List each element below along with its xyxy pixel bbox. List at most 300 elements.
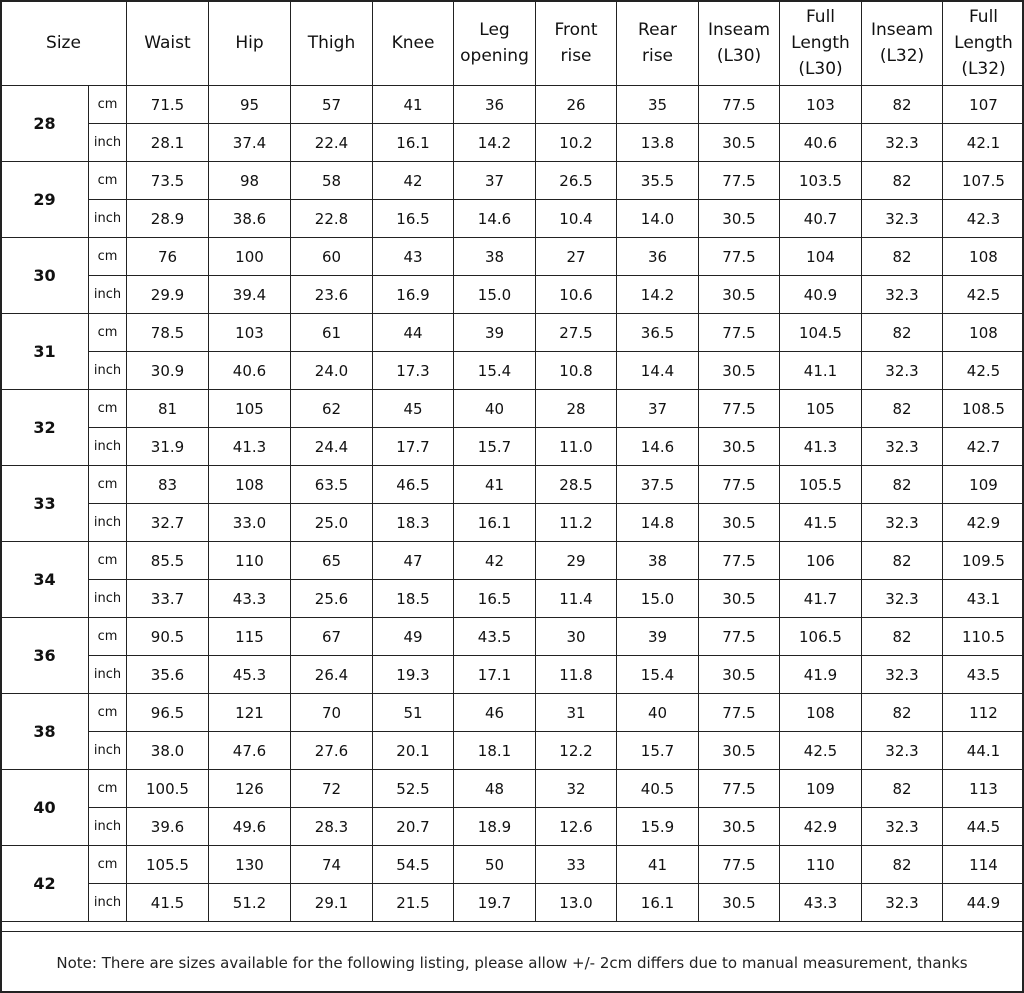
column-header-line: Full xyxy=(968,7,999,27)
measurement-cell: 32.7 xyxy=(127,504,209,542)
measurement-cell: 38.6 xyxy=(209,200,291,238)
unit-cell: inch xyxy=(89,732,127,770)
measurement-cell: 30.5 xyxy=(699,808,780,846)
measurement-cell: 70 xyxy=(291,694,373,732)
measurement-cell: 77.5 xyxy=(699,238,780,276)
unit-cell: cm xyxy=(89,846,127,884)
column-header-line: (L32) xyxy=(879,46,925,66)
measurement-cell: 41 xyxy=(373,86,454,124)
size-header-label: Size xyxy=(46,33,81,53)
measurement-cell: 42.3 xyxy=(943,200,1024,238)
measurement-cell: 12.2 xyxy=(536,732,617,770)
measurement-cell: 14.4 xyxy=(617,352,699,390)
size-cell: 36 xyxy=(1,618,89,694)
measurement-cell: 14.8 xyxy=(617,504,699,542)
measurement-cell: 54.5 xyxy=(373,846,454,884)
measurement-cell: 103 xyxy=(780,86,862,124)
column-header xyxy=(862,1,943,86)
measurement-cell: 32 xyxy=(536,770,617,808)
measurement-cell: 15.0 xyxy=(454,276,536,314)
measurement-cell: 82 xyxy=(862,86,943,124)
unit-cell: inch xyxy=(89,884,127,922)
measurement-cell: 77.5 xyxy=(699,86,780,124)
measurement-cell: 35.5 xyxy=(617,162,699,200)
measurement-cell: 74 xyxy=(291,846,373,884)
measurement-cell: 105 xyxy=(780,390,862,428)
measurement-cell: 24.0 xyxy=(291,352,373,390)
table-row xyxy=(1,124,1024,162)
measurement-cell: 67 xyxy=(291,618,373,656)
measurement-cell: 11.4 xyxy=(536,580,617,618)
measurement-cell: 39.4 xyxy=(209,276,291,314)
measurement-cell: 47.6 xyxy=(209,732,291,770)
measurement-cell: 49 xyxy=(373,618,454,656)
column-header-line: (L30) xyxy=(716,46,762,66)
unit-cell: cm xyxy=(89,466,127,504)
measurement-cell: 82 xyxy=(862,390,943,428)
measurement-cell: 24.4 xyxy=(291,428,373,466)
measurement-cell: 41 xyxy=(617,846,699,884)
measurement-cell: 77.5 xyxy=(699,314,780,352)
header-row xyxy=(1,1,1024,86)
column-header-line: (L30) xyxy=(798,59,843,79)
measurement-cell: 21.5 xyxy=(373,884,454,922)
measurement-cell: 77.5 xyxy=(699,846,780,884)
measurement-cell: 15.4 xyxy=(454,352,536,390)
measurement-cell: 19.7 xyxy=(454,884,536,922)
measurement-cell: 14.6 xyxy=(617,428,699,466)
measurement-cell: 40.7 xyxy=(780,200,862,238)
measurement-cell: 14.0 xyxy=(617,200,699,238)
measurement-cell: 41.3 xyxy=(780,428,862,466)
measurement-cell: 61 xyxy=(291,314,373,352)
measurement-cell: 30.5 xyxy=(699,124,780,162)
measurement-cell: 10.4 xyxy=(536,200,617,238)
unit-cell: inch xyxy=(89,276,127,314)
table-row xyxy=(1,770,1024,808)
unit-cell: cm xyxy=(89,694,127,732)
measurement-cell: 48 xyxy=(454,770,536,808)
column-header-line: Length xyxy=(791,33,850,53)
measurement-cell: 51.2 xyxy=(209,884,291,922)
measurement-cell: 17.1 xyxy=(454,656,536,694)
size-cell: 29 xyxy=(1,162,89,238)
measurement-cell: 37.4 xyxy=(209,124,291,162)
measurement-cell: 23.6 xyxy=(291,276,373,314)
measurement-cell: 31 xyxy=(536,694,617,732)
measurement-cell: 51 xyxy=(373,694,454,732)
column-header-line: (L32) xyxy=(961,59,1006,79)
measurement-cell: 82 xyxy=(862,238,943,276)
measurement-cell: 40.6 xyxy=(209,352,291,390)
measurement-cell: 39.6 xyxy=(127,808,209,846)
measurement-cell: 41.1 xyxy=(780,352,862,390)
column-header xyxy=(127,1,209,86)
measurement-cell: 77.5 xyxy=(699,770,780,808)
measurement-cell: 30.5 xyxy=(699,580,780,618)
measurement-cell: 14.6 xyxy=(454,200,536,238)
column-header-line: Inseam xyxy=(707,20,771,40)
measurement-cell: 112 xyxy=(943,694,1024,732)
column-header-line: Length xyxy=(954,33,1013,53)
measurement-cell: 42.9 xyxy=(943,504,1024,542)
measurement-cell: 49.6 xyxy=(209,808,291,846)
measurement-cell: 85.5 xyxy=(127,542,209,580)
measurement-cell: 36 xyxy=(617,238,699,276)
measurement-cell: 42.5 xyxy=(943,276,1024,314)
measurement-cell: 41.9 xyxy=(780,656,862,694)
table-row xyxy=(1,656,1024,694)
table-row xyxy=(1,504,1024,542)
measurement-cell: 46.5 xyxy=(373,466,454,504)
measurement-cell: 28.5 xyxy=(536,466,617,504)
table-row xyxy=(1,732,1024,770)
measurement-cell: 16.9 xyxy=(373,276,454,314)
measurement-cell: 62 xyxy=(291,390,373,428)
measurement-cell: 10.6 xyxy=(536,276,617,314)
measurement-cell: 46 xyxy=(454,694,536,732)
size-cell: 34 xyxy=(1,542,89,618)
unit-cell: cm xyxy=(89,390,127,428)
measurement-cell: 43.5 xyxy=(454,618,536,656)
measurement-cell: 78.5 xyxy=(127,314,209,352)
measurement-cell: 32.3 xyxy=(862,124,943,162)
table-row xyxy=(1,276,1024,314)
measurement-cell: 110 xyxy=(780,846,862,884)
measurement-cell: 39 xyxy=(454,314,536,352)
measurement-cell: 81 xyxy=(127,390,209,428)
measurement-cell: 40 xyxy=(617,694,699,732)
measurement-cell: 52.5 xyxy=(373,770,454,808)
measurement-cell: 72 xyxy=(291,770,373,808)
measurement-cell: 83 xyxy=(127,466,209,504)
measurement-cell: 16.5 xyxy=(373,200,454,238)
measurement-cell: 29.1 xyxy=(291,884,373,922)
table-row xyxy=(1,238,1024,276)
measurement-cell: 103.5 xyxy=(780,162,862,200)
measurement-cell: 42.9 xyxy=(780,808,862,846)
unit-cell: cm xyxy=(89,86,127,124)
column-header xyxy=(536,1,617,86)
measurement-cell: 41 xyxy=(454,466,536,504)
unit-cell: inch xyxy=(89,428,127,466)
measurement-cell: 114 xyxy=(943,846,1024,884)
table-row xyxy=(1,390,1024,428)
measurement-cell: 108 xyxy=(780,694,862,732)
measurement-cell: 14.2 xyxy=(617,276,699,314)
measurement-cell: 40.6 xyxy=(780,124,862,162)
table-row xyxy=(1,542,1024,580)
unit-cell: cm xyxy=(89,162,127,200)
table-body xyxy=(1,86,1024,922)
measurement-cell: 38.0 xyxy=(127,732,209,770)
size-cell: 31 xyxy=(1,314,89,390)
table-row xyxy=(1,86,1024,124)
measurement-cell: 28.9 xyxy=(127,200,209,238)
unit-cell: inch xyxy=(89,580,127,618)
measurement-cell: 41.7 xyxy=(780,580,862,618)
size-cell: 38 xyxy=(1,694,89,770)
measurement-cell: 32.3 xyxy=(862,808,943,846)
measurement-cell: 22.4 xyxy=(291,124,373,162)
measurement-cell: 90.5 xyxy=(127,618,209,656)
table-row xyxy=(1,162,1024,200)
measurement-cell: 41.3 xyxy=(209,428,291,466)
measurement-cell: 73.5 xyxy=(127,162,209,200)
measurement-cell: 77.5 xyxy=(699,390,780,428)
measurement-cell: 20.1 xyxy=(373,732,454,770)
measurement-cell: 41.5 xyxy=(127,884,209,922)
measurement-cell: 82 xyxy=(862,846,943,884)
measurement-cell: 43.1 xyxy=(943,580,1024,618)
unit-cell: inch xyxy=(89,124,127,162)
unit-cell: cm xyxy=(89,314,127,352)
measurement-cell: 113 xyxy=(943,770,1024,808)
measurement-cell: 37.5 xyxy=(617,466,699,504)
measurement-cell: 40.5 xyxy=(617,770,699,808)
measurement-cell: 28.1 xyxy=(127,124,209,162)
measurement-cell: 12.6 xyxy=(536,808,617,846)
measurement-cell: 77.5 xyxy=(699,694,780,732)
measurement-cell: 44 xyxy=(373,314,454,352)
measurement-cell: 77.5 xyxy=(699,162,780,200)
column-header-line: rise xyxy=(641,46,674,66)
measurement-cell: 26 xyxy=(536,86,617,124)
size-cell: 33 xyxy=(1,466,89,542)
measurement-cell: 13.0 xyxy=(536,884,617,922)
measurement-cell: 37 xyxy=(454,162,536,200)
measurement-cell: 82 xyxy=(862,314,943,352)
measurement-cell: 30.5 xyxy=(699,428,780,466)
measurement-cell: 37 xyxy=(617,390,699,428)
unit-cell: inch xyxy=(89,504,127,542)
measurement-cell: 33.7 xyxy=(127,580,209,618)
measurement-cell: 43.3 xyxy=(780,884,862,922)
measurement-cell: 110.5 xyxy=(943,618,1024,656)
measurement-cell: 18.3 xyxy=(373,504,454,542)
measurement-cell: 126 xyxy=(209,770,291,808)
measurement-cell: 30 xyxy=(536,618,617,656)
measurement-cell: 57 xyxy=(291,86,373,124)
size-cell: 40 xyxy=(1,770,89,846)
size-header xyxy=(1,1,127,86)
measurement-cell: 76 xyxy=(127,238,209,276)
measurement-cell: 106.5 xyxy=(780,618,862,656)
measurement-cell: 96.5 xyxy=(127,694,209,732)
measurement-cell: 30.5 xyxy=(699,504,780,542)
measurement-cell: 42 xyxy=(454,542,536,580)
measurement-cell: 107 xyxy=(943,86,1024,124)
measurement-cell: 32.3 xyxy=(862,428,943,466)
measurement-cell: 82 xyxy=(862,694,943,732)
measurement-cell: 25.6 xyxy=(291,580,373,618)
table-row xyxy=(1,694,1024,732)
measurement-cell: 77.5 xyxy=(699,618,780,656)
measurement-cell: 35 xyxy=(617,86,699,124)
column-header xyxy=(617,1,699,86)
measurement-cell: 33.0 xyxy=(209,504,291,542)
measurement-cell: 105.5 xyxy=(780,466,862,504)
measurement-cell: 29.9 xyxy=(127,276,209,314)
measurement-cell: 25.0 xyxy=(291,504,373,542)
measurement-cell: 40 xyxy=(454,390,536,428)
measurement-cell: 44.1 xyxy=(943,732,1024,770)
measurement-cell: 38 xyxy=(454,238,536,276)
measurement-cell: 44.9 xyxy=(943,884,1024,922)
measurement-cell: 16.1 xyxy=(617,884,699,922)
measurement-cell: 104 xyxy=(780,238,862,276)
measurement-cell: 31.9 xyxy=(127,428,209,466)
measurement-cell: 43.5 xyxy=(943,656,1024,694)
measurement-cell: 16.5 xyxy=(454,580,536,618)
measurement-cell: 32.3 xyxy=(862,656,943,694)
unit-cell: inch xyxy=(89,656,127,694)
measurement-cell: 82 xyxy=(862,466,943,504)
measurement-cell: 16.1 xyxy=(454,504,536,542)
column-header-line: Front xyxy=(554,20,598,40)
measurement-cell: 18.1 xyxy=(454,732,536,770)
size-cell: 42 xyxy=(1,846,89,922)
column-header xyxy=(943,1,1024,86)
column-header-line: Full xyxy=(805,7,836,27)
size-cell: 32 xyxy=(1,390,89,466)
measurement-cell: 40.9 xyxy=(780,276,862,314)
size-cell: 30 xyxy=(1,238,89,314)
table-row xyxy=(1,884,1024,922)
measurement-cell: 28 xyxy=(536,390,617,428)
measurement-cell: 15.0 xyxy=(617,580,699,618)
measurement-cell: 13.8 xyxy=(617,124,699,162)
measurement-cell: 115 xyxy=(209,618,291,656)
measurement-cell: 44.5 xyxy=(943,808,1024,846)
measurement-cell: 22.8 xyxy=(291,200,373,238)
measurement-cell: 15.9 xyxy=(617,808,699,846)
measurement-cell: 19.3 xyxy=(373,656,454,694)
measurement-cell: 82 xyxy=(862,162,943,200)
measurement-cell: 42 xyxy=(373,162,454,200)
column-header xyxy=(454,1,536,86)
measurement-cell: 109 xyxy=(780,770,862,808)
measurement-cell: 33 xyxy=(536,846,617,884)
measurement-cell: 130 xyxy=(209,846,291,884)
column-header xyxy=(780,1,862,86)
measurement-cell: 39 xyxy=(617,618,699,656)
measurement-cell: 108 xyxy=(943,314,1024,352)
measurement-cell: 42.1 xyxy=(943,124,1024,162)
column-header-line: opening xyxy=(460,46,529,66)
measurement-cell: 30.5 xyxy=(699,200,780,238)
measurement-cell: 42.5 xyxy=(943,352,1024,390)
measurement-cell: 103 xyxy=(209,314,291,352)
measurement-cell: 38 xyxy=(617,542,699,580)
measurement-cell: 45.3 xyxy=(209,656,291,694)
unit-cell: cm xyxy=(89,618,127,656)
measurement-cell: 11.8 xyxy=(536,656,617,694)
measurement-cell: 30.5 xyxy=(699,884,780,922)
measurement-cell: 36 xyxy=(454,86,536,124)
measurement-cell: 110 xyxy=(209,542,291,580)
unit-cell: cm xyxy=(89,770,127,808)
measurement-cell: 30.5 xyxy=(699,732,780,770)
unit-cell: inch xyxy=(89,200,127,238)
measurement-cell: 17.3 xyxy=(373,352,454,390)
measurement-cell: 82 xyxy=(862,542,943,580)
table-row xyxy=(1,352,1024,390)
measurement-cell: 108 xyxy=(209,466,291,504)
measurement-cell: 30.5 xyxy=(699,352,780,390)
measurement-cell: 35.6 xyxy=(127,656,209,694)
measurement-cell: 18.9 xyxy=(454,808,536,846)
measurement-cell: 100.5 xyxy=(127,770,209,808)
column-header-line: Waist xyxy=(144,33,191,53)
measurement-cell: 15.7 xyxy=(454,428,536,466)
measurement-cell: 104.5 xyxy=(780,314,862,352)
table-row xyxy=(1,428,1024,466)
measurement-cell: 60 xyxy=(291,238,373,276)
measurement-cell: 32.3 xyxy=(862,276,943,314)
unit-cell: inch xyxy=(89,808,127,846)
measurement-cell: 82 xyxy=(862,770,943,808)
measurement-cell: 98 xyxy=(209,162,291,200)
unit-cell: cm xyxy=(89,238,127,276)
column-header-line: Hip xyxy=(235,33,264,53)
column-header-line: Knee xyxy=(391,33,435,53)
table-row xyxy=(1,200,1024,238)
measurement-cell: 42.7 xyxy=(943,428,1024,466)
measurement-cell: 27.5 xyxy=(536,314,617,352)
measurement-cell: 32.3 xyxy=(862,352,943,390)
measurement-cell: 108.5 xyxy=(943,390,1024,428)
measurement-cell: 20.7 xyxy=(373,808,454,846)
measurement-cell: 77.5 xyxy=(699,466,780,504)
column-header-line: Rear xyxy=(638,20,677,40)
column-header-line: Inseam xyxy=(870,20,934,40)
measurement-cell: 43 xyxy=(373,238,454,276)
measurement-cell: 65 xyxy=(291,542,373,580)
measurement-cell: 32.3 xyxy=(862,884,943,922)
measurement-cell: 29 xyxy=(536,542,617,580)
unit-cell: cm xyxy=(89,542,127,580)
measurement-cell: 105 xyxy=(209,390,291,428)
measurement-cell: 105.5 xyxy=(127,846,209,884)
measurement-note: Note: There are sizes available for the following listing, please allow +/- 2cm differs due to manual measurement, thanks xyxy=(0,931,1024,993)
measurement-cell: 18.5 xyxy=(373,580,454,618)
measurement-cell: 109.5 xyxy=(943,542,1024,580)
measurement-cell: 11.2 xyxy=(536,504,617,542)
measurement-cell: 50 xyxy=(454,846,536,884)
size-cell: 28 xyxy=(1,86,89,162)
measurement-cell: 15.7 xyxy=(617,732,699,770)
measurement-cell: 121 xyxy=(209,694,291,732)
measurement-cell: 82 xyxy=(862,618,943,656)
measurement-cell: 95 xyxy=(209,86,291,124)
column-header xyxy=(699,1,780,86)
measurement-cell: 28.3 xyxy=(291,808,373,846)
column-header-line: Leg xyxy=(479,20,510,40)
measurement-cell: 58 xyxy=(291,162,373,200)
measurement-cell: 45 xyxy=(373,390,454,428)
measurement-cell: 32.3 xyxy=(862,580,943,618)
measurement-cell: 106 xyxy=(780,542,862,580)
measurement-cell: 43.3 xyxy=(209,580,291,618)
measurement-cell: 17.7 xyxy=(373,428,454,466)
column-header xyxy=(373,1,454,86)
measurement-cell: 10.8 xyxy=(536,352,617,390)
measurement-cell: 26.4 xyxy=(291,656,373,694)
measurement-cell: 32.3 xyxy=(862,200,943,238)
measurement-cell: 10.2 xyxy=(536,124,617,162)
measurement-cell: 109 xyxy=(943,466,1024,504)
